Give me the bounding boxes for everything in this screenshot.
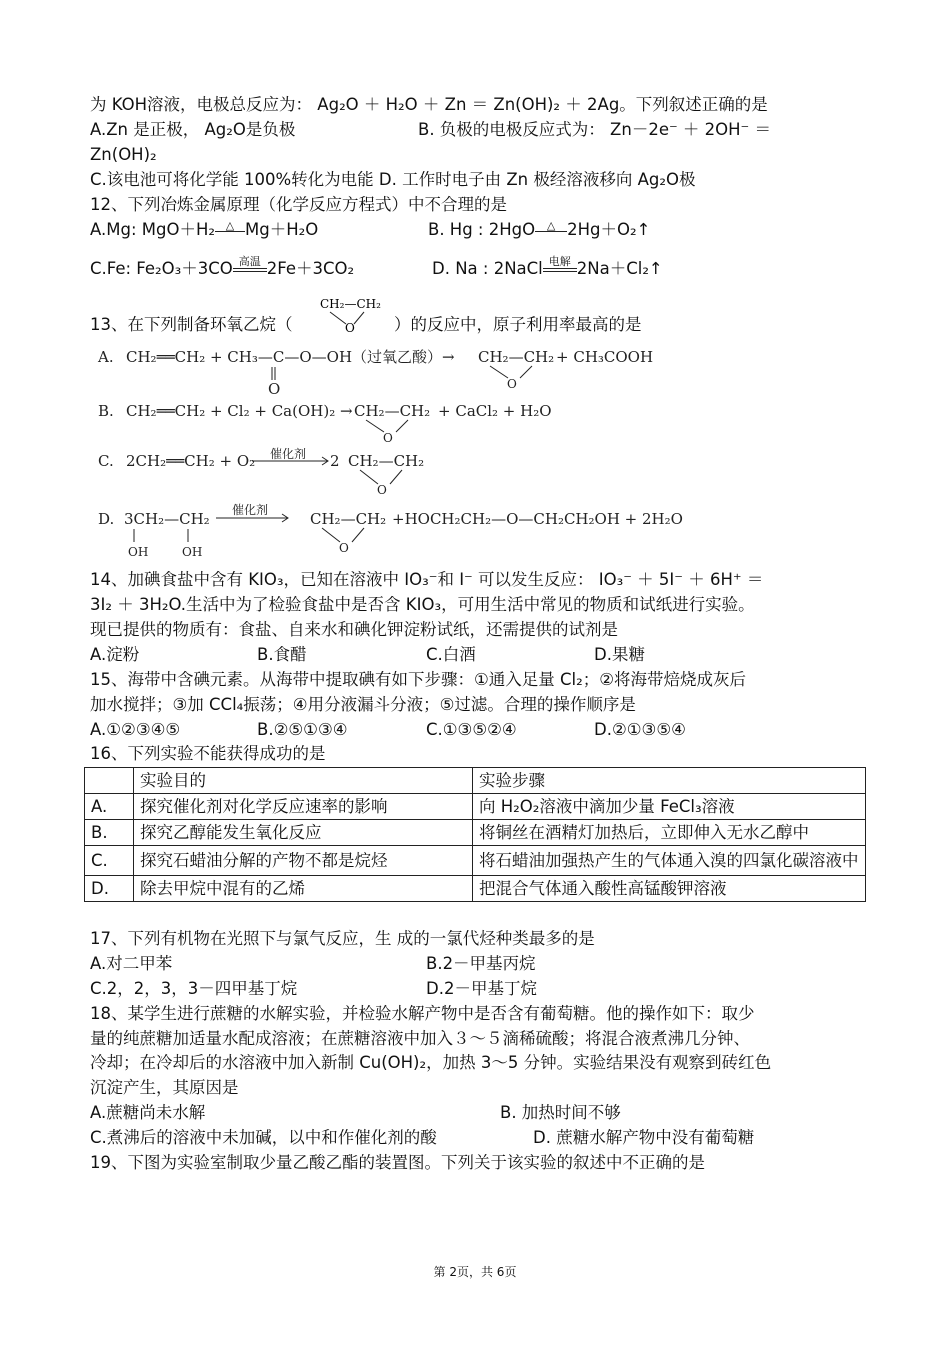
svg-text:OH: OH — [182, 545, 203, 559]
svg-text:CH₂—CH₂: CH₂—CH₂ — [320, 297, 381, 311]
reaction-d — [92, 502, 872, 560]
q14-option-a: A.淀粉 — [90, 645, 140, 664]
q12-stem: 12、下列冶炼金属原理（化学反应方程式）中不合理的是 — [90, 195, 507, 214]
svg-text:催化剂: 催化剂 — [232, 503, 269, 517]
svg-text:O: O — [345, 321, 355, 334]
table-header-cell: 实验步骤 — [473, 768, 866, 794]
svg-text:2: 2 — [330, 452, 340, 470]
svg-text:O: O — [507, 377, 517, 391]
svg-text:OH: OH — [128, 545, 149, 559]
q11-stem: 为 KOH溶液，电极总反应为： Ag₂O ＋ H₂O ＋ Zn ＝ Zn(OH)₂ ＋ 2Ag。下列叙述正确的是 — [90, 95, 768, 114]
q17-option-d: D.2－甲基丁烷 — [426, 979, 537, 998]
svg-text:C.: C. — [98, 452, 114, 470]
table-header-row — [85, 768, 866, 794]
svg-text:CH₂══CH₂ + Cl₂ + Ca(OH)₂ →: CH₂══CH₂ + Cl₂ + Ca(OH)₂ → — [126, 402, 353, 420]
q13-stem-end: ）的反应中，原子利用率最高的是 — [394, 315, 642, 334]
q17-option-b: B.2－甲基丙烷 — [426, 954, 536, 973]
svg-text:O: O — [377, 483, 387, 497]
q15-option-a: A.①②③④⑤ — [90, 720, 181, 739]
q17-option-a: A.对二甲苯 — [90, 954, 173, 973]
svg-text:O: O — [268, 380, 281, 398]
q12-option-c: C.Fe: Fe₂O₃＋3CO 高温 2Fe＋3CO₂ — [90, 255, 355, 278]
heat-condition: △ — [225, 219, 235, 232]
q12-option-d: D. Na : 2NaCl 电解 2Na＋Cl₂↑ — [432, 255, 663, 278]
q15-stem-1: 15、海带中含碘元素。从海带中提取碘有如下步骤：①通入足量 Cl₂；②将海带焙烧成灰后 — [90, 670, 747, 689]
q18-option-a: A.蔗糖尚未水解 — [90, 1103, 206, 1122]
svg-text:CH₂—CH₂: CH₂—CH₂ — [478, 348, 555, 366]
reaction-b — [92, 400, 872, 445]
electrolysis-condition: 电解 — [548, 255, 571, 268]
svg-text:CH₂—CH₂: CH₂—CH₂ — [354, 402, 431, 420]
q13-stem-start: 13、在下列制备环氧乙烷（ — [90, 315, 293, 334]
q16-stem: 16、下列实验不能获得成功的是 — [90, 744, 326, 763]
table-row: D. 除去甲烷中混有的乙烯 把混合气体通入酸性高锰酸钾溶液 — [85, 876, 866, 902]
q15-option-d: D.②①③⑤④ — [594, 720, 686, 739]
hightemp-condition: 高温 — [238, 255, 261, 268]
q14-stem-3: 现已提供的物质有：食盐、自来水和碘化钾淀粉试纸，还需提供的试剂是 — [90, 620, 618, 639]
q17-stem: 17、下列有机物在光照下与氯气反应，生 成的一氯代烃种类最多的是 — [90, 929, 595, 948]
epoxide-structure — [316, 294, 396, 334]
q11-option-b-cont: Zn(OH)₂ — [90, 145, 157, 164]
reaction-c — [92, 446, 872, 496]
table-row: A. 探究催化剂对化学反应速率的影响 向 H₂O₂溶液中滴加少量 FeCl₃溶液 — [85, 794, 866, 820]
svg-text:CH₂—CH₂: CH₂—CH₂ — [310, 510, 387, 528]
svg-text:O: O — [383, 431, 393, 445]
svg-text:2CH₂══CH₂ + O₂: 2CH₂══CH₂ + O₂ — [126, 452, 256, 470]
q14-option-c: C.白酒 — [426, 645, 476, 664]
svg-text:+ CaCl₂ + H₂O: + CaCl₂ + H₂O — [438, 402, 552, 420]
page-footer: 第 2页，共 6页 — [433, 1265, 517, 1279]
svg-text:+ CH₃COOH: + CH₃COOH — [556, 348, 654, 366]
q15-option-c: C.①③⑤②④ — [426, 720, 517, 739]
svg-text:O: O — [339, 541, 349, 555]
q12-option-a: A.Mg: MgO＋H₂ △ Mg＋H₂O — [90, 219, 319, 239]
q18-option-b: B. 加热时间不够 — [500, 1103, 621, 1122]
q15-option-b: B.②⑤①③④ — [257, 720, 348, 739]
q15-stem-2: 加水搅拌；③加 CCl₄振荡；④用分液漏斗分液；⑤过滤。合理的操作顺序是 — [90, 695, 636, 714]
svg-text:A.: A. — [98, 348, 114, 366]
svg-text:D.: D. — [98, 510, 115, 528]
q14-option-b: B.食醋 — [257, 645, 307, 664]
q11-option-b: B. 负极的电极反应式为： Zn－2e⁻ ＋ 2OH⁻ ＝ — [418, 120, 772, 139]
q18-stem-1: 18、某学生进行蔗糖的水解实验，并检验水解产物中是否含有葡萄糖。他的操作如下：取少 — [90, 1004, 755, 1023]
table-header-cell: 实验目的 — [134, 768, 473, 794]
q11-options-cd: C.该电池可将化学能 100%转化为电能 D. 工作时电子由 Zn 极经溶液移向 Ag₂O极 — [90, 170, 696, 189]
q14-stem-2: 3I₂ ＋ 3H₂O.生活中为了检验食盐中是否含 KIO₃，可用生活中常见的物质和试纸进行实验。 — [90, 595, 755, 614]
svg-text:CH₂══CH₂ + CH₃—C—O—OH（过氧乙酸）→: CH₂══CH₂ + CH₃—C—O—OH（过氧乙酸）→ — [126, 348, 455, 366]
svg-text:3CH₂—CH₂: 3CH₂—CH₂ — [124, 510, 210, 528]
svg-text:B.: B. — [98, 402, 114, 420]
q18-option-d: D. 蔗糖水解产物中没有葡萄糖 — [533, 1128, 755, 1147]
q18-stem-4: 沉淀产生，其原因是 — [90, 1078, 239, 1097]
svg-text:催化剂: 催化剂 — [270, 447, 307, 461]
table-header-cell — [85, 768, 134, 794]
q14-option-d: D.果糖 — [594, 645, 645, 664]
experiment-table — [84, 767, 866, 902]
reaction-a — [92, 344, 872, 396]
q19-stem: 19、下图为实验室制取少量乙酸乙酯的装置图。下列关于该实验的叙述中不正确的是 — [90, 1153, 705, 1172]
table-row: B. 探究乙醇能发生氧化反应 将铜丝在酒精灯加热后，立即伸入无水乙醇中 — [85, 820, 866, 846]
table-row: C. 探究石蜡油分解的产物不都是烷烃 将石蜡油加强热产生的气体通入溴的四氯化碳溶液中 — [85, 846, 866, 876]
q18-option-c: C.煮沸后的溶液中未加碱，以中和作催化剂的酸 — [90, 1128, 437, 1147]
q12-option-b: B. Hg : 2HgO △ 2Hg＋O₂↑ — [428, 219, 651, 239]
q14-stem-1: 14、加碘食盐中含有 KIO₃，已知在溶液中 IO₃⁻和 I⁻ 可以发生反应： IO₃⁻ ＋ 5I⁻ ＋ 6H⁺ ＝ — [90, 570, 764, 589]
q11-option-a: A.Zn 是正极， Ag₂O是负极 — [90, 120, 296, 139]
heat-condition-b: △ — [546, 219, 556, 232]
q18-stem-2: 量的纯蔗糖加适量水配成溶液；在蔗糖溶液中加入３～５滴稀硫酸；将混合液煮沸几分钟、 — [90, 1029, 750, 1048]
svg-text:CH₂—CH₂: CH₂—CH₂ — [348, 452, 425, 470]
svg-text:+HOCH₂CH₂—O—CH₂CH₂OH + 2H₂O: +HOCH₂CH₂—O—CH₂CH₂OH + 2H₂O — [392, 510, 683, 528]
q17-option-c: C.2，2，3，3－四甲基丁烷 — [90, 979, 298, 998]
q18-stem-3: 冷却；在冷却后的水溶液中加入新制 Cu(OH)₂，加热 3～5 分钟。实验结果没有观察到砖红色 — [90, 1053, 772, 1072]
